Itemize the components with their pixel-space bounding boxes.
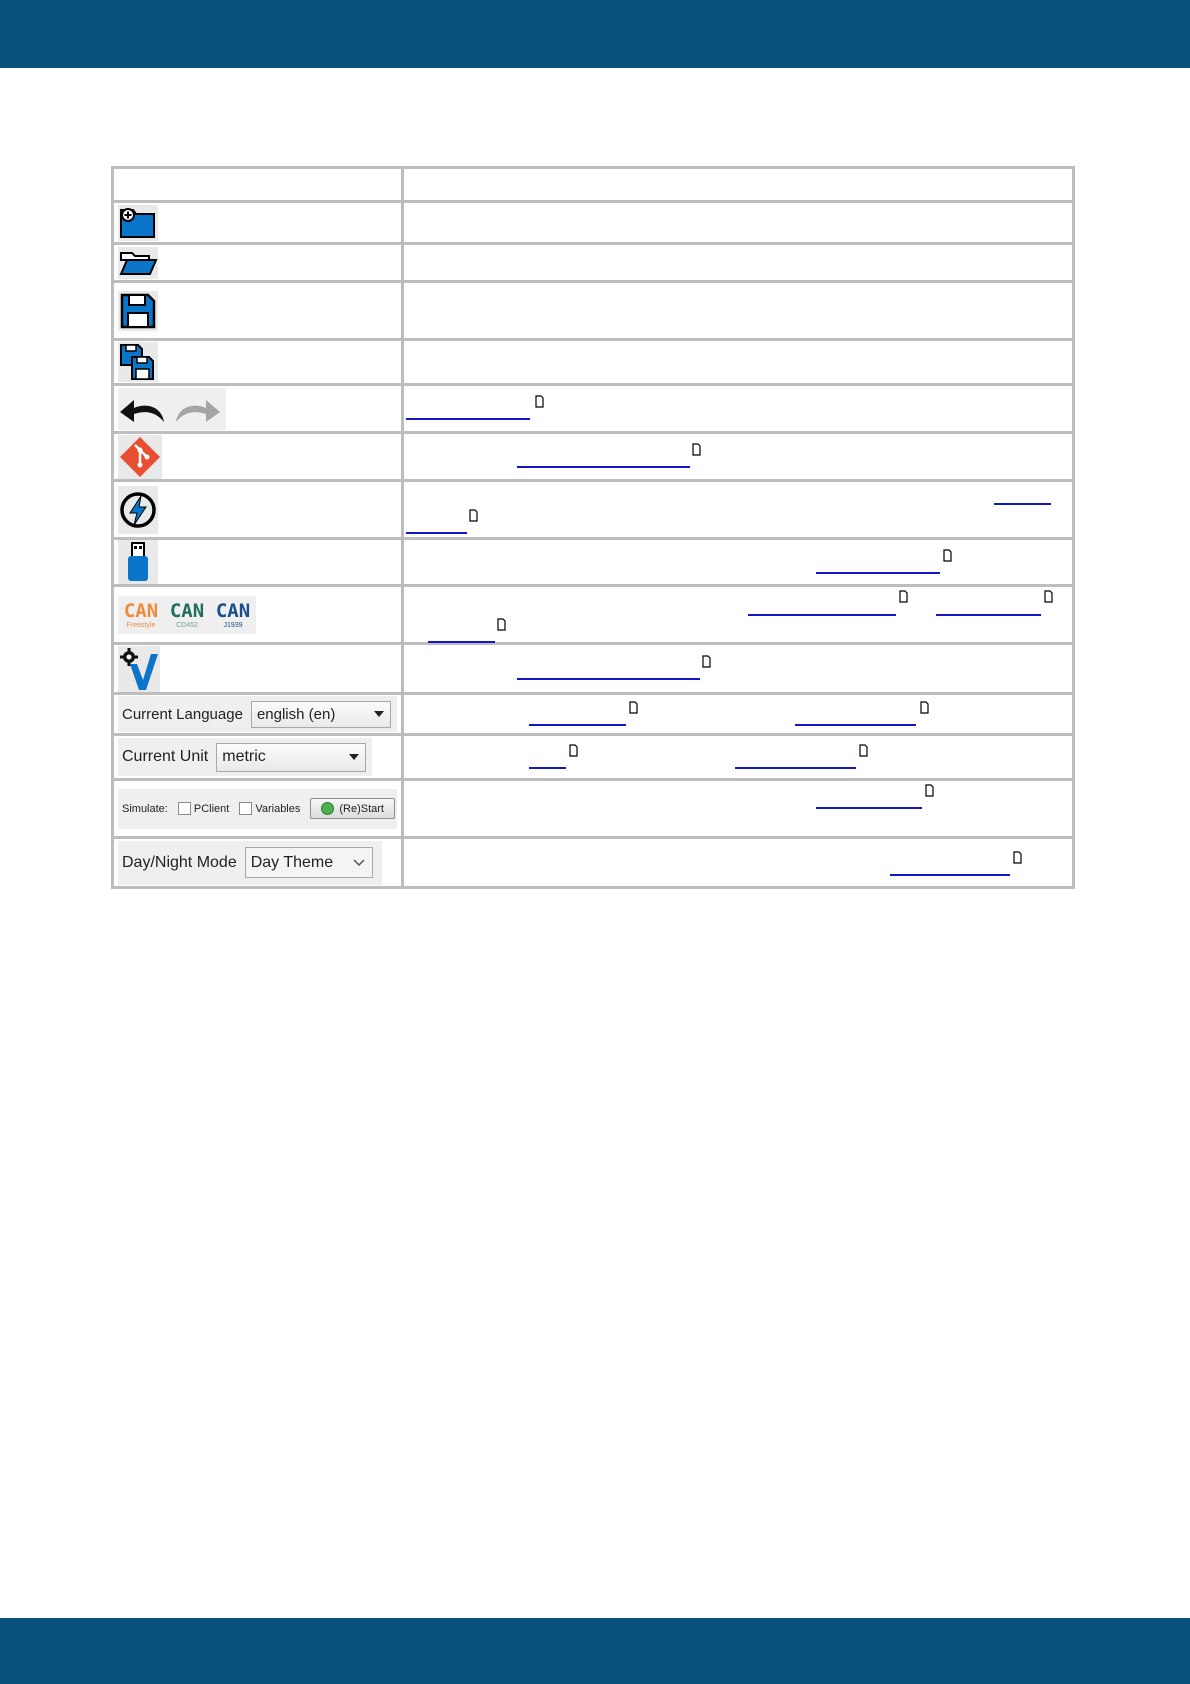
variables-label: Variables: [255, 802, 301, 815]
git-icon: [118, 435, 162, 479]
table-row: [113, 780, 1074, 838]
description-cell: [403, 202, 1074, 244]
header-cell-icon: [113, 168, 403, 202]
description-cell: [403, 539, 1074, 586]
language-link[interactable]: [529, 724, 626, 726]
theme-link[interactable]: [890, 874, 1010, 876]
can-j1939-icon: CAN J1939: [215, 600, 251, 629]
toolbar-reference-table: [111, 166, 1075, 889]
footer-bar: [0, 1618, 1190, 1684]
day-night-mode-label: Day/Night Mode: [122, 853, 237, 871]
document-icon: [629, 701, 638, 714]
can-freestyle-icon: CAN Freestyle: [123, 600, 159, 629]
undo-icon: [118, 394, 168, 424]
table-row: [113, 433, 1074, 481]
document-icon: [497, 618, 506, 631]
can-cd452-link[interactable]: [936, 614, 1041, 616]
unit-link[interactable]: [529, 767, 566, 769]
pclient-checkbox[interactable]: [178, 802, 191, 815]
document-icon: [899, 590, 908, 603]
description-cell: [403, 244, 1074, 282]
table-row: [113, 202, 1074, 244]
description-cell: [403, 340, 1074, 385]
table-row: [113, 244, 1074, 282]
unit-select[interactable]: metric: [216, 743, 366, 772]
usb-stick-icon: [118, 540, 158, 584]
description-cell: [403, 838, 1074, 888]
description-cell: [403, 780, 1074, 838]
document-icon: [920, 701, 929, 714]
document-icon: [1013, 851, 1022, 864]
document-icon: [859, 744, 868, 757]
current-unit-label: Current Unit: [122, 748, 209, 765]
dropdown-arrow-icon: [349, 754, 359, 760]
description-cell: [403, 694, 1074, 735]
table-row: [113, 694, 1074, 735]
document-icon: [569, 744, 578, 757]
document-icon: [943, 549, 952, 562]
save-icon: [118, 291, 158, 331]
table-row: [113, 735, 1074, 780]
header-cell-description: [403, 168, 1074, 202]
theme-select[interactable]: Day Theme: [245, 847, 373, 878]
dropdown-arrow-icon: [374, 711, 384, 717]
description-cell: [403, 433, 1074, 481]
variables-checkbox[interactable]: [239, 802, 252, 815]
table-row: [113, 481, 1074, 539]
variables-gear-icon: [118, 646, 160, 692]
description-cell: [403, 644, 1074, 694]
open-folder-icon: [118, 247, 158, 279]
document-icon: [702, 655, 711, 668]
variables-link[interactable]: [517, 678, 700, 680]
document-icon: [692, 443, 701, 456]
table-header-row: [113, 168, 1074, 202]
simulation-link[interactable]: [816, 807, 922, 809]
start-icon: [321, 802, 334, 815]
description-cell: [403, 481, 1074, 539]
can-cd452-icon: CAN CD452: [169, 600, 205, 629]
document-icon: [535, 395, 544, 408]
table-row: [113, 340, 1074, 385]
table-row: [113, 385, 1074, 433]
usb-link[interactable]: [816, 572, 940, 574]
current-language-label: Current Language: [122, 705, 243, 723]
translation-link[interactable]: [795, 724, 916, 726]
git-link[interactable]: [517, 466, 690, 468]
table-row: [113, 282, 1074, 340]
header-bar: [0, 0, 1190, 68]
table-row: [113, 644, 1074, 694]
description-cell: [403, 586, 1074, 644]
pclient-label: PClient: [193, 802, 230, 815]
chevron-down-icon: [352, 858, 366, 868]
language-select[interactable]: english (en): [251, 701, 391, 728]
description-cell: [403, 385, 1074, 433]
save-all-icon: [118, 342, 158, 382]
restart-button[interactable]: (Re)Start: [310, 798, 395, 819]
connect-link-part2[interactable]: [406, 532, 467, 534]
table-row: [113, 586, 1074, 644]
undo-redo-link[interactable]: [406, 418, 530, 420]
document-icon: [469, 509, 478, 522]
unit-conversion-link[interactable]: [735, 767, 856, 769]
table-row: [113, 838, 1074, 888]
new-project-icon: [118, 205, 158, 241]
document-icon: [925, 784, 934, 797]
power-lightning-icon: [118, 486, 158, 534]
redo-icon: [172, 394, 222, 424]
connect-link-part1[interactable]: [994, 503, 1051, 505]
document-icon: [1044, 590, 1053, 603]
can-freestyle-link[interactable]: [748, 614, 896, 616]
table-row: [113, 539, 1074, 586]
description-cell: [403, 735, 1074, 780]
description-cell: [403, 282, 1074, 340]
simulate-label: Simulate:: [122, 802, 168, 815]
